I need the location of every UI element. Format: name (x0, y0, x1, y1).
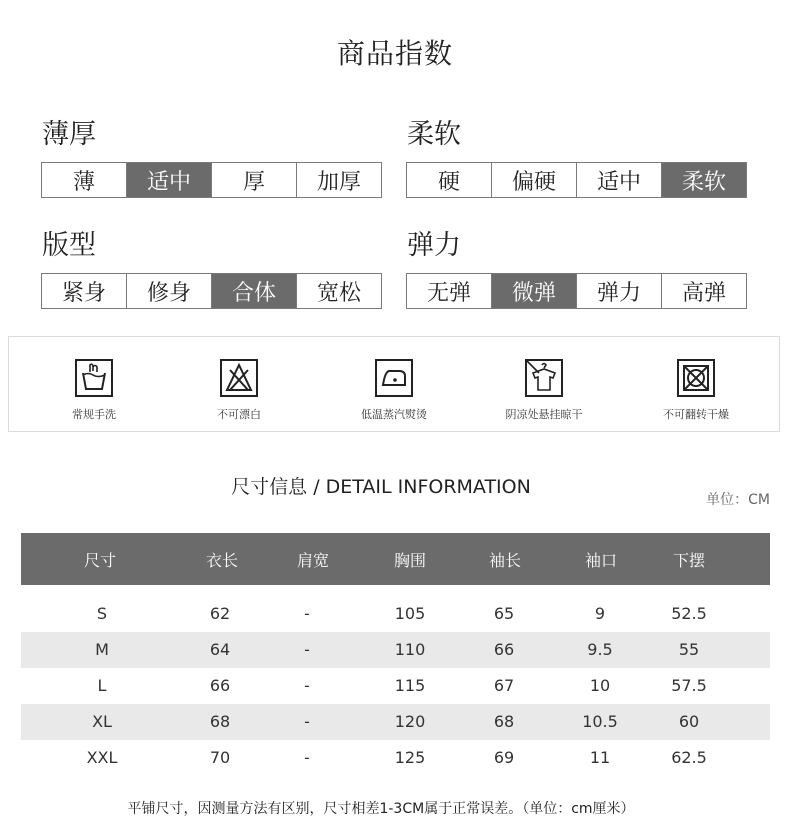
low-temp-iron-icon (375, 359, 413, 397)
softness-option: 适中 (576, 163, 661, 197)
table-cell: 125 (394, 748, 426, 767)
table-cell: 105 (394, 604, 426, 623)
table-row (21, 596, 770, 632)
table-cell: 64 (209, 640, 231, 659)
table-cell: 66 (209, 676, 231, 695)
header-cell: 胸围 (393, 551, 426, 570)
elasticity-option: 弹力 (576, 274, 661, 308)
care-item (19, 359, 169, 422)
table-cell: 67 (493, 676, 515, 695)
no-bleach-icon (220, 359, 258, 397)
thickness-option: 加厚 (296, 163, 381, 197)
table-cell: 57.5 (671, 676, 707, 695)
care-instructions (8, 336, 780, 432)
shade-line-dry-icon (525, 359, 563, 397)
table-cell: 10.5 (582, 712, 618, 731)
table-row (21, 668, 770, 704)
table-row (21, 704, 770, 740)
table-cell: XL (92, 712, 112, 731)
fit-option: 宽松 (296, 274, 381, 308)
table-cell: 9 (594, 604, 606, 623)
table-cell: 55 (678, 640, 700, 659)
table-cell: - (304, 676, 310, 695)
thickness-option: 适中 (126, 163, 211, 197)
care-item (621, 359, 771, 422)
care-label: 不可漂白 (217, 408, 261, 421)
table-cell: 10 (589, 676, 611, 695)
size-table-header (21, 533, 770, 585)
header-cell: 尺寸 (83, 551, 116, 570)
table-cell: 65 (493, 604, 515, 623)
table-cell: 70 (209, 748, 231, 767)
elasticity-option: 高弹 (661, 274, 746, 308)
header-cell: 衣长 (205, 551, 238, 570)
softness-scale (406, 162, 747, 198)
table-cell: 9.5 (587, 640, 613, 659)
fit-option: 紧身 (42, 274, 126, 308)
table-cell: 62.5 (671, 748, 707, 767)
table-cell: 62 (209, 604, 231, 623)
size-unit: 单位：CM (706, 492, 770, 508)
header-cell: 袖长 (488, 551, 521, 570)
table-cell: 68 (209, 712, 231, 731)
thickness-option: 厚 (211, 163, 296, 197)
header-cell: 袖口 (584, 551, 617, 570)
table-cell: 60 (678, 712, 700, 731)
header-cell: 肩宽 (296, 551, 329, 570)
index-label-fit: 版型 (42, 230, 96, 261)
fit-option: 修身 (126, 274, 211, 308)
table-row (21, 632, 770, 668)
table-cell: M (95, 640, 109, 659)
care-label: 低温蒸汽熨烫 (361, 408, 427, 421)
table-cell: L (97, 676, 107, 695)
no-tumble-dry-icon (677, 359, 715, 397)
index-label-softness: 柔软 (407, 119, 461, 150)
fit-option: 合体 (211, 274, 296, 308)
thickness-scale (41, 162, 382, 198)
table-cell: - (304, 604, 310, 623)
thickness-option: 薄 (42, 163, 126, 197)
softness-option: 偏硬 (491, 163, 576, 197)
care-item (319, 359, 469, 422)
fit-scale (41, 273, 382, 309)
care-label: 不可翻转干燥 (663, 408, 729, 421)
softness-option: 硬 (407, 163, 491, 197)
size-section-title: 尺寸信息 / DETAIL INFORMATION (231, 476, 531, 498)
table-cell: 66 (493, 640, 515, 659)
table-cell: 11 (589, 748, 611, 767)
table-cell: 68 (493, 712, 515, 731)
table-row (21, 740, 770, 776)
table-cell: 52.5 (671, 604, 707, 623)
table-cell: 69 (493, 748, 515, 767)
care-label: 常规手洗 (72, 408, 116, 421)
size-footnote: 平铺尺寸，因测量方法有区别，尺寸相差1-3CM属于正常误差。（单位：cm厘米） (127, 801, 635, 817)
elasticity-option: 微弹 (491, 274, 576, 308)
table-cell: - (304, 640, 310, 659)
table-cell: 110 (394, 640, 426, 659)
index-label-thickness: 薄厚 (42, 119, 96, 150)
table-cell: - (304, 748, 310, 767)
header-cell: 下摆 (672, 551, 705, 570)
index-label-elasticity: 弹力 (407, 230, 461, 261)
elasticity-option: 无弹 (407, 274, 491, 308)
elasticity-scale (406, 273, 747, 309)
page-title: 商品指数 (336, 37, 453, 70)
care-item (164, 359, 314, 422)
table-cell: 115 (394, 676, 426, 695)
table-cell: XXL (86, 748, 118, 767)
softness-option: 柔软 (661, 163, 746, 197)
care-item (469, 359, 619, 422)
table-cell: - (304, 712, 310, 731)
table-cell: 120 (394, 712, 426, 731)
hand-wash-icon (75, 359, 113, 397)
table-cell: S (96, 604, 108, 623)
care-label: 阴凉处悬挂晾干 (505, 408, 583, 421)
